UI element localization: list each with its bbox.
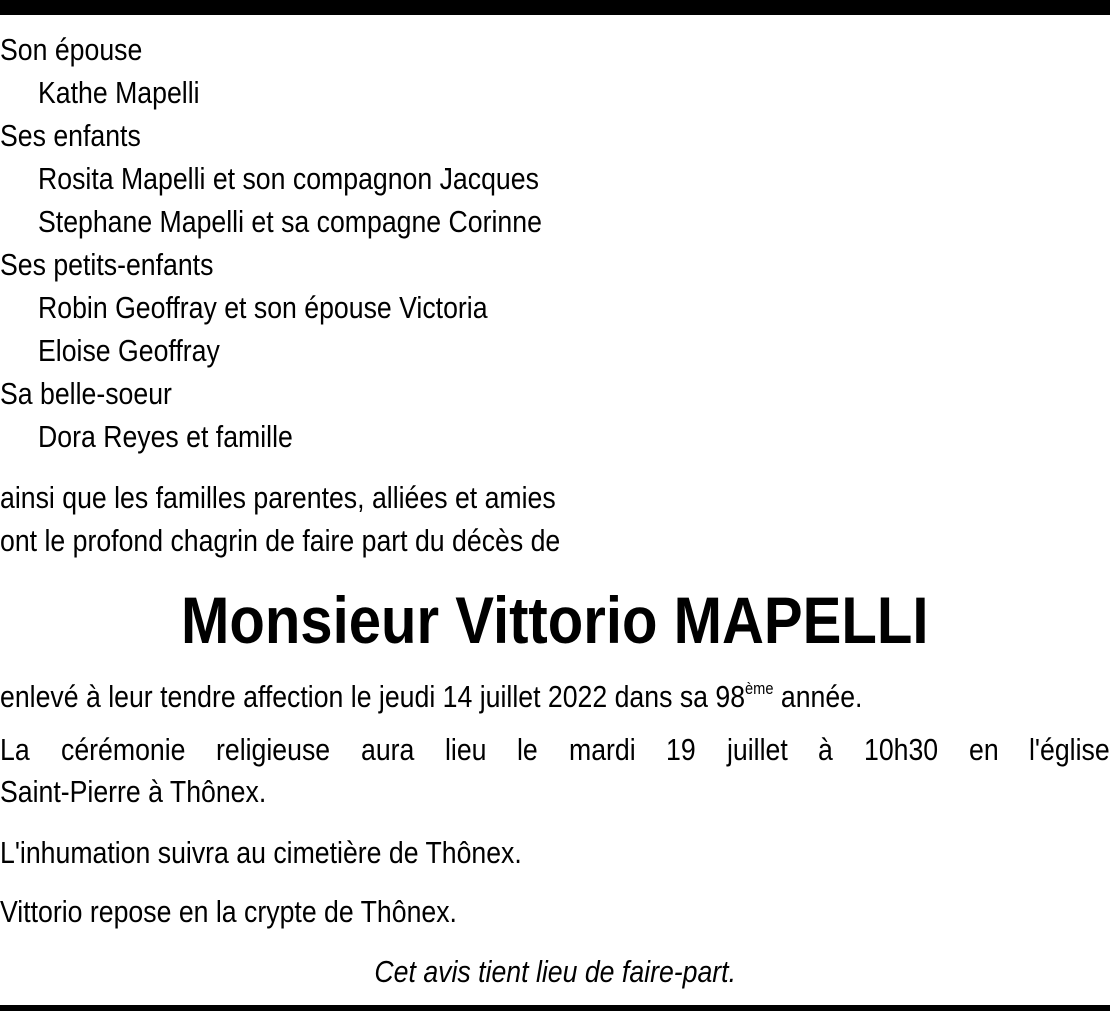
child-2: Stephane Mapelli et sa compagne Corinne — [38, 204, 542, 239]
child-1: Rosita Mapelli et son compagnon Jacques — [38, 161, 539, 196]
bottom-rule — [0, 1005, 1110, 1011]
sister-in-law-heading: Sa belle-soeur — [0, 376, 172, 411]
death-announcement — [0, 669, 862, 717]
death-text-end: année. — [773, 679, 863, 714]
death-text: enlevé à leur tendre affection le jeudi 14 juillet 2022 dans sa 98 — [0, 679, 746, 714]
grandchild-2: Eloise Geoffray — [38, 333, 220, 368]
intro-line-1: ainsi que les familles parentes, alliées et amies — [0, 480, 556, 515]
children-heading: Ses enfants — [0, 118, 141, 153]
spouse-name: Kathe Mapelli — [38, 75, 200, 110]
ceremony-word: l'église — [1029, 732, 1110, 767]
ceremony-word: le — [517, 732, 538, 767]
deceased-name-text: Monsieur Vittorio MAPELLI — [181, 583, 929, 657]
top-rule — [0, 0, 1110, 15]
grandchild-1: Robin Geoffray et son épouse Victoria — [38, 290, 488, 325]
closing-note — [0, 952, 1110, 992]
burial-text: L'inhumation suivra au cimetière de Thônex. — [0, 835, 522, 870]
ceremony-word: 10h30 — [863, 732, 938, 767]
death-superscript: ème — [745, 679, 774, 698]
ceremony-word: 19 — [666, 732, 696, 767]
intro-line-2: ont le profond chagrin de faire part du décès de — [0, 523, 561, 558]
closing-text: Cet avis tient lieu de faire-part. — [374, 954, 736, 989]
ceremony-word: La — [0, 732, 30, 767]
ceremony-word: aura — [360, 732, 414, 767]
ceremony-word: juillet — [726, 732, 788, 767]
ceremony-paragraph — [0, 728, 1110, 812]
ceremony-line-2: Saint-Pierre à Thônex. — [0, 774, 267, 809]
spouse-heading: Son épouse — [0, 32, 143, 67]
ceremony-word: mardi — [568, 732, 636, 767]
ceremony-line-1 — [0, 728, 1110, 772]
ceremony-word: religieuse — [215, 732, 330, 767]
ceremony-word: cérémonie — [60, 732, 186, 767]
ceremony-word: en — [968, 732, 999, 767]
sister-in-law-name: Dora Reyes et famille — [38, 419, 293, 454]
rest-text: Vittorio repose en la crypte de Thônex. — [0, 894, 457, 929]
ceremony-word: à — [818, 732, 833, 767]
grandchildren-heading: Ses petits-enfants — [0, 247, 214, 282]
deceased-name — [0, 580, 1110, 660]
ceremony-word: lieu — [444, 732, 487, 767]
